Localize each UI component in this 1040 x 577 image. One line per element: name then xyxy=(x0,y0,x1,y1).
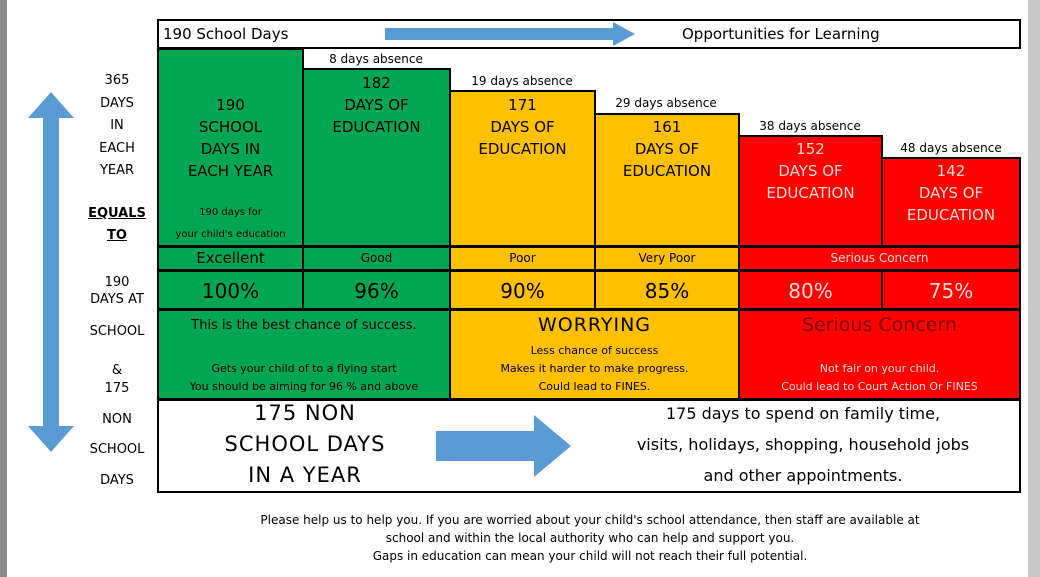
side-label-equals: EQUALS xyxy=(88,206,146,221)
side-label-190: 190 xyxy=(104,275,130,290)
message-green-line1: Gets your child of to a flying start xyxy=(211,362,397,375)
side-label-175: 175 xyxy=(104,381,130,396)
col1-days: 190 xyxy=(216,96,245,114)
vertical-double-arrow-icon xyxy=(28,92,74,452)
side-label-days: DAYS xyxy=(100,96,134,111)
footer-line1: Please help us to help you. If you are worried about your child's school attendance, then staff are available at xyxy=(260,513,920,527)
rating-excellent-label: Excellent xyxy=(196,249,265,267)
col2-absence: 8 days absence xyxy=(329,52,423,66)
side-label-in: IN xyxy=(110,118,124,133)
side-label-365: 365 xyxy=(104,73,130,88)
message-red-title: Serious Concern xyxy=(801,314,958,336)
footer-line2: school and within the local authority who can help and support you. xyxy=(385,531,795,545)
side-label-school-2: SCHOOL xyxy=(89,442,145,457)
message-green-line2: You should be aiming for 96 % and above xyxy=(189,380,419,393)
non-school-left-line3: IN A YEAR xyxy=(248,463,362,487)
col2-line1: DAYS OF xyxy=(344,96,409,114)
col1-line2: DAYS IN xyxy=(200,140,261,158)
message-red-line2: Could lead to Court Action Or FINES xyxy=(781,380,978,393)
percent-96-value: 96% xyxy=(354,279,399,303)
non-school-right-line2: visits, holidays, shopping, household jobs xyxy=(636,435,970,454)
percent-100-value: 100% xyxy=(201,279,260,303)
col6-absence: 48 days absence xyxy=(900,141,1002,155)
col4-line1: DAYS OF xyxy=(634,140,700,158)
side-label-school: SCHOOL xyxy=(89,324,145,339)
non-school-right-line1: 175 days to spend on family time, xyxy=(665,404,941,423)
col5-line2: EDUCATION xyxy=(766,184,855,202)
header-right-label: Opportunities for Learning xyxy=(682,25,880,43)
non-school-left-line1: 175 NON xyxy=(254,401,356,425)
percent-90-value: 90% xyxy=(500,279,545,303)
rating-good-label: Good xyxy=(360,251,393,265)
message-yellow-line1: Less chance of success xyxy=(530,344,659,357)
rating-poor-label: Poor xyxy=(509,251,536,265)
col1-line1: SCHOOL xyxy=(198,118,263,136)
non-school-arrow-icon xyxy=(436,415,571,477)
left-edge-bar xyxy=(0,0,7,577)
side-label-days-at: DAYS AT xyxy=(90,292,144,307)
percent-80-value: 80% xyxy=(788,279,833,303)
rating-very-poor-label: Very Poor xyxy=(638,251,696,265)
rating-serious-concern-label: Serious Concern xyxy=(830,251,929,265)
col1-line3: EACH YEAR xyxy=(187,162,274,180)
col4-absence: 29 days absence xyxy=(615,96,717,110)
side-label-year: YEAR xyxy=(99,163,135,178)
col5-absence: 38 days absence xyxy=(759,119,861,133)
message-yellow-line2: Makes it harder to make progress. xyxy=(500,362,689,375)
side-label-and: & xyxy=(111,363,123,378)
percent-85-value: 85% xyxy=(644,279,690,303)
header-left-label: 190 School Days xyxy=(163,25,289,43)
message-yellow-title: WORRYING xyxy=(537,314,652,336)
col5-line1: DAYS OF xyxy=(778,162,843,180)
side-label-non: NON xyxy=(102,412,132,427)
col4-line2: EDUCATION xyxy=(622,162,712,180)
message-green-title: This is the best chance of success. xyxy=(191,318,417,333)
side-label-days-2: DAYS xyxy=(100,473,134,488)
col1-note1: 190 days for xyxy=(199,207,262,218)
col3-line2: EDUCATION xyxy=(478,140,567,158)
col2-days: 182 xyxy=(362,74,391,92)
col2-line2: EDUCATION xyxy=(332,118,421,136)
col6-line1: DAYS OF xyxy=(918,184,984,202)
side-label-to: TO xyxy=(107,228,127,243)
message-red-line1: Not fair on your child. xyxy=(819,362,940,375)
col4-days: 161 xyxy=(652,118,682,136)
header-arrow-icon xyxy=(385,22,635,46)
col3-days: 171 xyxy=(508,96,537,114)
non-school-right-line3: and other appointments. xyxy=(703,466,903,485)
right-scrollbar[interactable] xyxy=(1028,0,1040,577)
col3-line1: DAYS OF xyxy=(490,118,555,136)
footer-line3: Gaps in education can mean your child will not reach their full potential. xyxy=(372,549,808,563)
percent-75-value: 75% xyxy=(928,279,974,303)
side-label-each: EACH xyxy=(99,141,135,156)
non-school-left-line2: SCHOOL DAYS xyxy=(224,432,386,456)
message-yellow-line3: Could lead to FINES. xyxy=(538,380,651,393)
col5-days: 152 xyxy=(796,140,825,158)
col3-absence: 19 days absence xyxy=(471,74,573,88)
col6-days: 142 xyxy=(936,162,966,180)
col6-line2: EDUCATION xyxy=(906,206,996,224)
col1-note2: your child's education xyxy=(175,229,286,240)
